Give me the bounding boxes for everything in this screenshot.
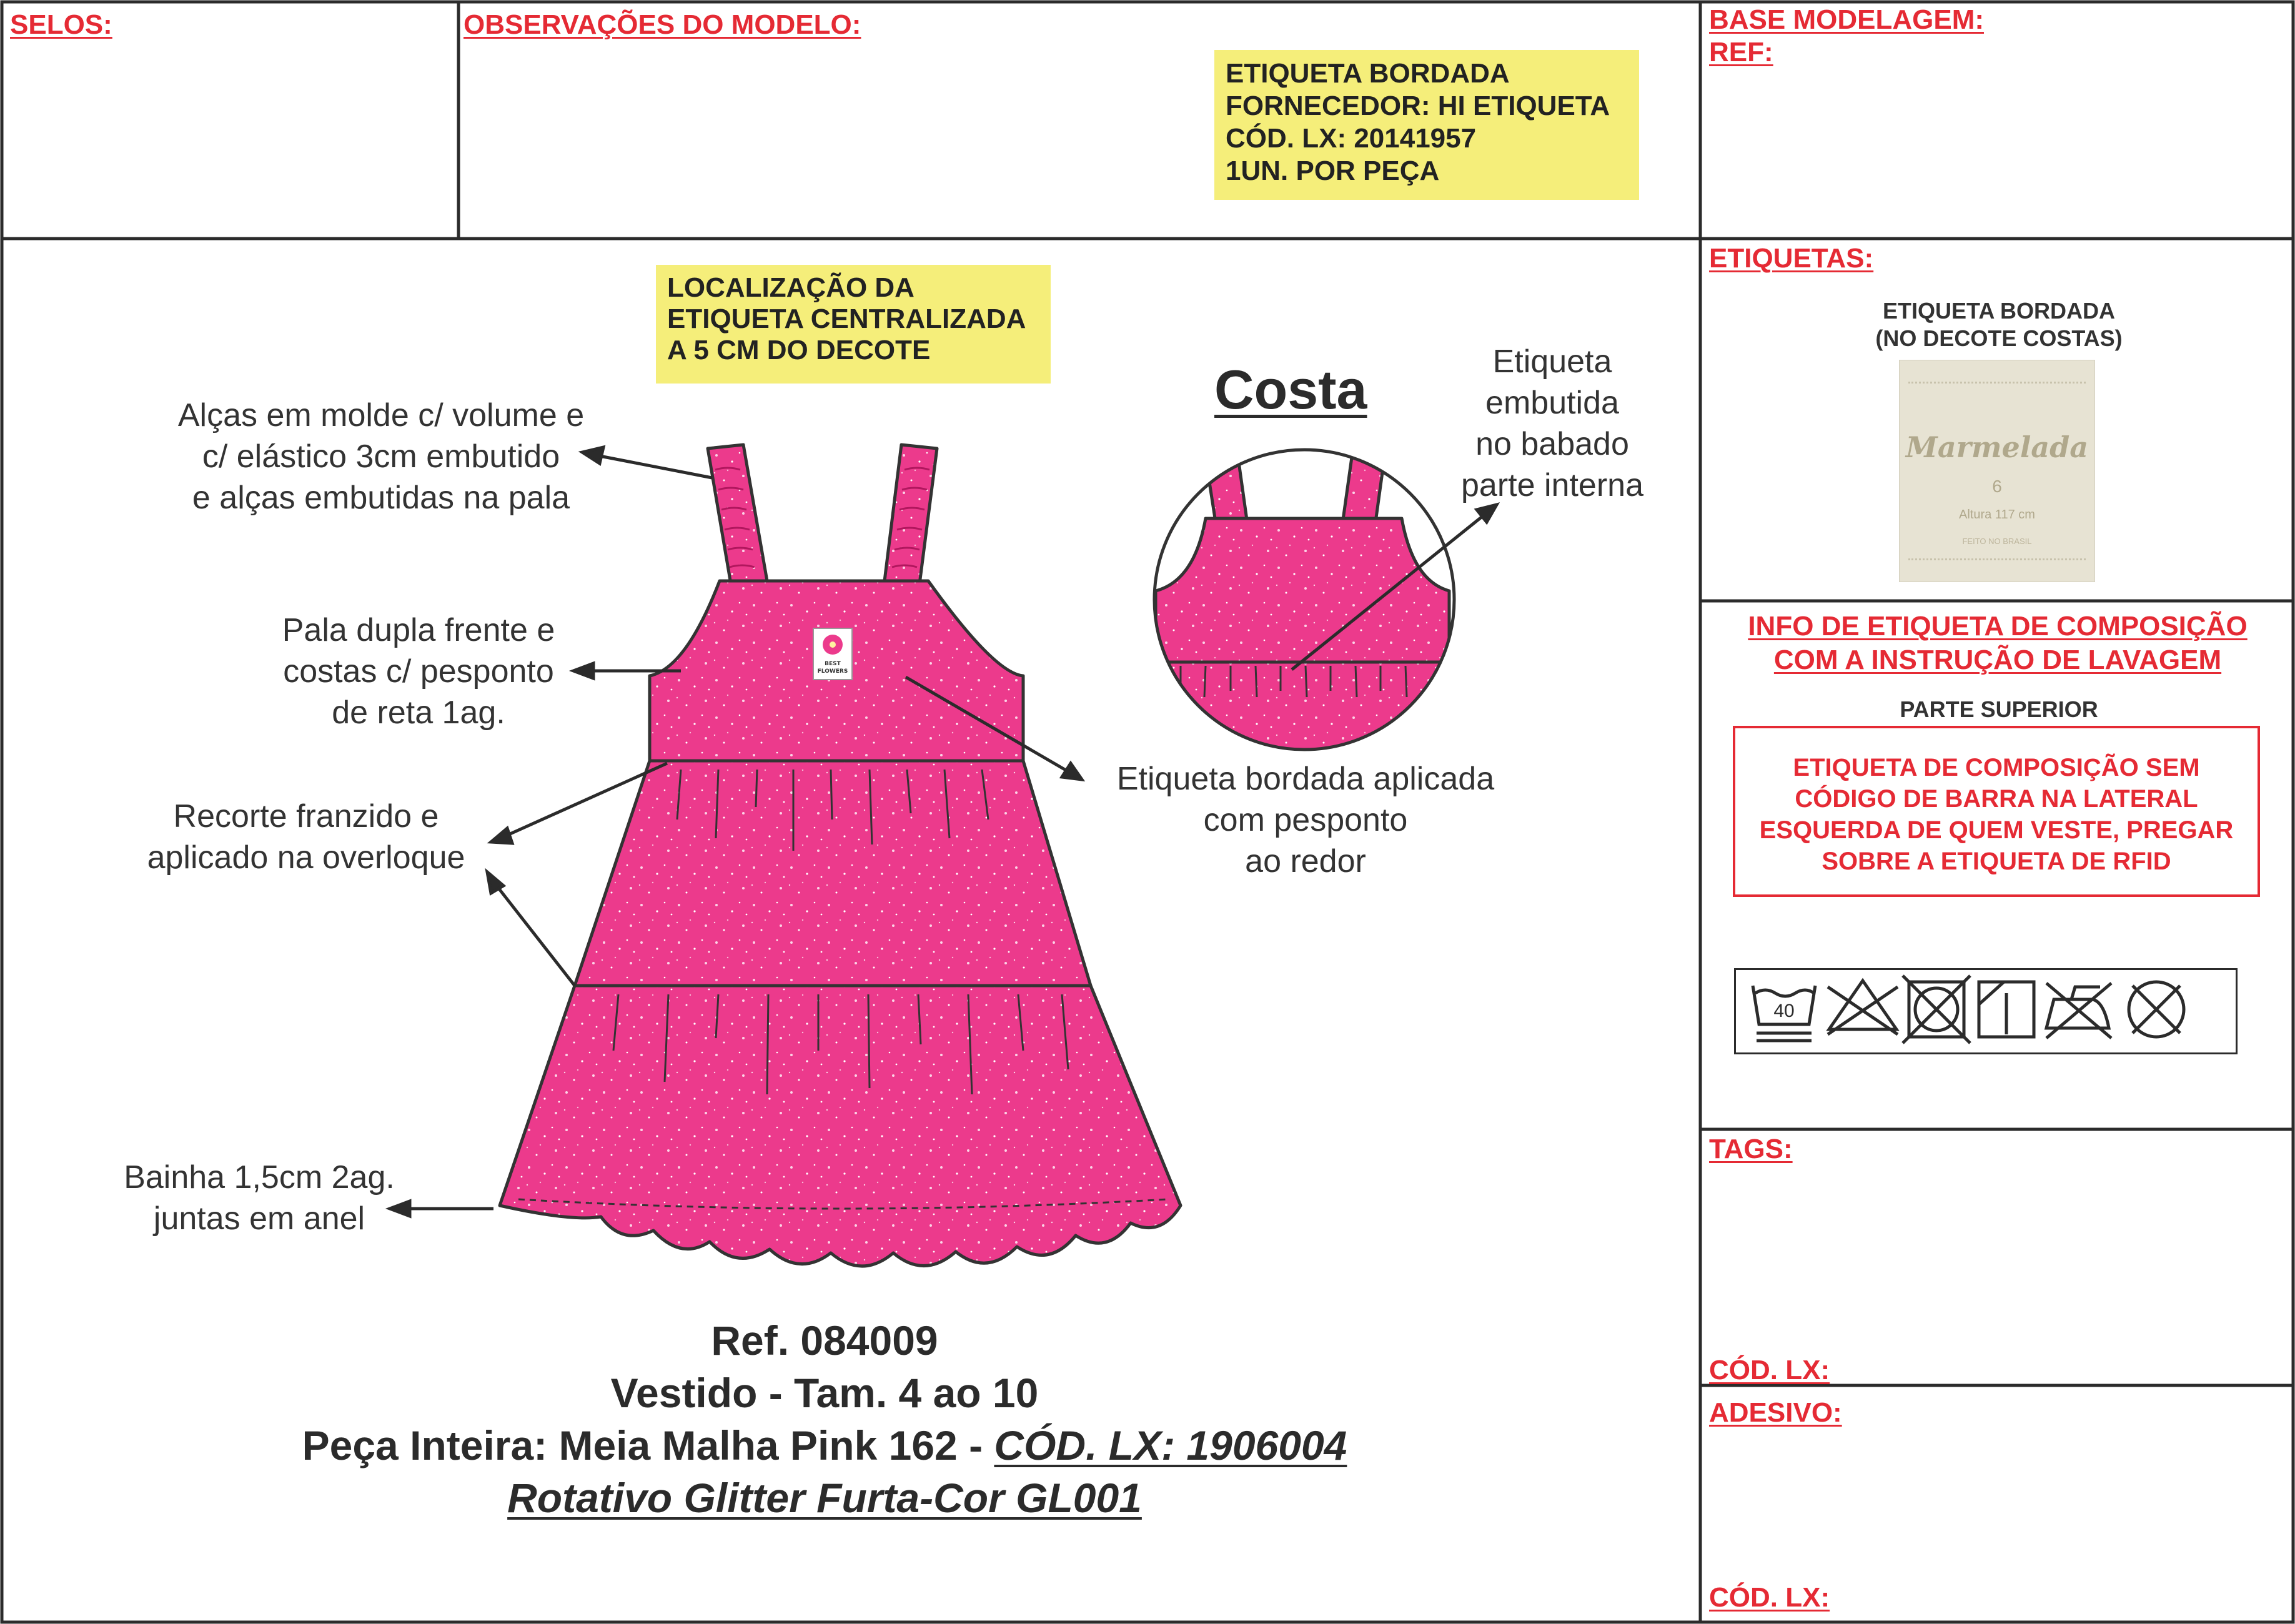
label-brand: Marmelada xyxy=(1905,430,2089,464)
note-line: aplicado na overloque xyxy=(147,839,465,876)
note-line: Recorte franzido e xyxy=(173,798,439,834)
label-size: 6 xyxy=(1992,477,2002,496)
no-tumble-dry-icon xyxy=(1903,976,1970,1043)
title-line: INFO DE ETIQUETA DE COMPOSIÇÃO xyxy=(1748,611,2248,641)
note-line: ao redor xyxy=(1245,843,1366,879)
etiquetas-label: ETIQUETAS: xyxy=(1709,243,1874,274)
no-dry-clean-icon xyxy=(2129,982,2184,1037)
note-line: ETIQUETA BORDADA xyxy=(1226,58,1510,89)
note-line: LOCALIZAÇÃO DA xyxy=(667,272,915,303)
base-modelagem-label: BASE MODELAGEM: xyxy=(1709,4,1984,35)
caption-line: ETIQUETA BORDADA xyxy=(1883,298,2115,324)
note-line: no babado xyxy=(1475,426,1629,462)
note-line: c/ elástico 3cm embutido xyxy=(202,438,560,475)
composition-note-box xyxy=(1733,726,2260,897)
product-description: Vestido - Tam. 4 ao 10 xyxy=(610,1370,1039,1416)
adesivo-label: ADESIVO: xyxy=(1709,1397,1842,1428)
no-iron-icon xyxy=(2046,983,2111,1038)
patch-text-1: BEST xyxy=(825,661,841,667)
note-line: ETIQUETA CENTRALIZADA xyxy=(667,304,1026,334)
note-line: Bainha 1,5cm 2ag. xyxy=(124,1159,395,1196)
note-line: Etiqueta xyxy=(1492,344,1612,380)
note-line: CÓDIGO DE BARRA NA LATERAL xyxy=(1795,785,2198,813)
back-dress-detail xyxy=(1143,437,1462,768)
note-line: Alças em molde c/ volume e xyxy=(177,397,585,433)
selos-label: SELOS: xyxy=(10,9,112,40)
title-line: COM A INSTRUÇÃO DE LAVAGEM xyxy=(1773,645,2222,675)
finish-text: Rotativo Glitter Furta-Cor GL001 xyxy=(507,1475,1142,1521)
label-height: Altura 117 cm xyxy=(1959,508,2035,522)
note-line: ESQUERDA DE QUEM VESTE, PREGAR xyxy=(1759,816,2234,844)
note-line: costas c/ pesponto xyxy=(283,653,554,690)
note-line: Pala dupla frente e xyxy=(282,612,555,648)
product-ref: Ref. 084009 xyxy=(711,1317,938,1364)
note-line: parte interna xyxy=(1461,467,1643,503)
note-line: juntas em anel xyxy=(153,1201,365,1237)
embroidered-label-caption xyxy=(1812,297,2186,352)
tags-cod-lx-label: CÓD. LX: xyxy=(1709,1355,1830,1385)
note-line: FORNECEDOR: HI ETIQUETA xyxy=(1226,91,1610,121)
patch-text-2: FLOWERS xyxy=(817,668,848,675)
front-dress xyxy=(500,445,1181,1266)
note-line: ETIQUETA DE COMPOSIÇÃO SEM xyxy=(1793,754,2200,781)
adesivo-cod-lx-label: CÓD. LX: xyxy=(1709,1582,1830,1613)
marmelada-label-image xyxy=(1899,360,2095,582)
note-line: com pesponto xyxy=(1203,802,1408,838)
label-made-in: FEITO NO BRASIL xyxy=(1962,537,2032,546)
note-line: e alças embutidas na pala xyxy=(192,480,570,516)
ref-label: REF: xyxy=(1709,37,1773,67)
fabric-code: CÓD. LX: 1906004 xyxy=(994,1422,1347,1468)
no-bleach-icon xyxy=(1828,981,1898,1034)
care-symbols xyxy=(1734,968,2238,1054)
fabric-prefix: Peça Inteira: Meia Malha Pink 162 - xyxy=(302,1422,994,1468)
note-line: embutida xyxy=(1485,385,1619,421)
parte-superior-label: PARTE SUPERIOR xyxy=(1900,696,2098,722)
note-line: Etiqueta bordada aplicada xyxy=(1116,761,1495,797)
note-line: 1UN. POR PEÇA xyxy=(1226,156,1440,186)
wash-temp: 40 xyxy=(1773,1001,1795,1021)
note-line: A 5 CM DO DECOTE xyxy=(667,335,931,365)
product-finish xyxy=(225,1472,1424,1524)
back-view-title: Costa xyxy=(1214,359,1367,420)
drip-dry-icon xyxy=(1979,982,2034,1037)
note-line: CÓD. LX: 20141957 xyxy=(1226,123,1477,154)
note-line: de reta 1ag. xyxy=(332,695,505,731)
note-line: SOBRE A ETIQUETA DE RFID xyxy=(1822,848,2171,875)
composition-title xyxy=(1704,610,2291,677)
caption-line: (NO DECOTE COSTAS) xyxy=(1875,325,2123,351)
product-fabric xyxy=(187,1419,1462,1472)
tags-label: TAGS: xyxy=(1709,1134,1793,1164)
observacoes-label: OBSERVAÇÕES DO MODELO: xyxy=(463,9,861,40)
